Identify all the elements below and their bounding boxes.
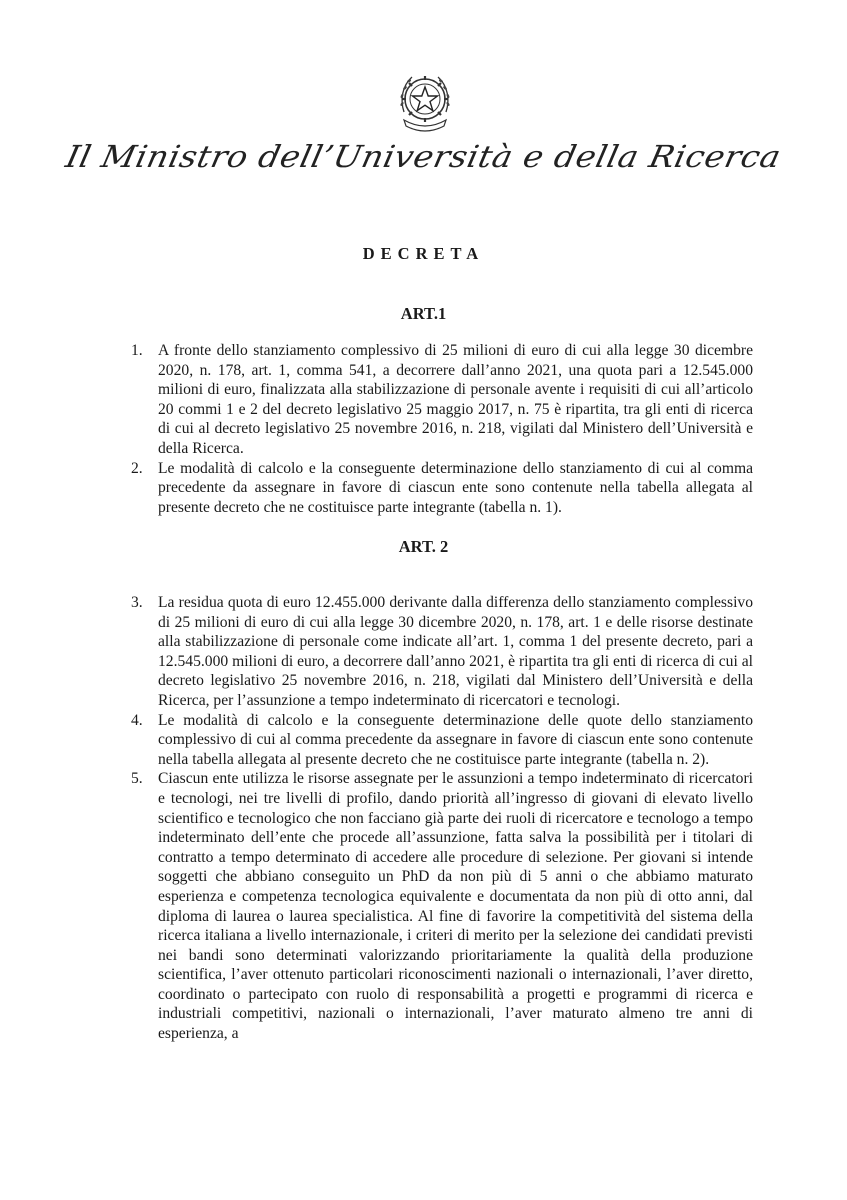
article-1-paragraphs <box>131 341 753 517</box>
paragraph-text: Le modalità di calcolo e la conseguente determinazione dello stanziamento di cui al comma precedente da assegnare in favore di ciascun ente sono contenute nella tabella allegata al presente decreto che ne costituisce parte integrante (tabella n. 1). <box>158 459 753 516</box>
paragraph-number: 3. <box>131 594 143 611</box>
paragraph-number: 5. <box>131 770 143 788</box>
ministry-title: Il Ministro dell’Università e della Ricerca <box>62 138 785 175</box>
paragraph-text: Le modalità di calcolo e la conseguente determinazione delle quote dello stanziamento complessivo di cui al comma precedente da assegnare in favore di ciascun ente sono contenute nella tabella allegata al presente decreto che ne costituisce parte integrante (tabella n. 2). <box>158 711 753 768</box>
paragraph-5 <box>131 769 753 1043</box>
paragraph-number: 1. <box>131 342 143 359</box>
article-2-paragraphs <box>131 593 753 1044</box>
article-1-title: ART.1 <box>400 304 447 323</box>
italian-republic-emblem-icon <box>394 70 456 136</box>
paragraph-2 <box>131 459 753 518</box>
paragraph-number: 4. <box>131 711 143 729</box>
paragraph-4 <box>131 711 753 770</box>
paragraph-text: A fronte dello stanziamento complessivo di 25 milioni di euro di cui alla legge 30 dicembre 2020, n. 178, art. 1, comma 541, a decorrere dall’anno 2021, una quota pari a 12.545.000 milioni di euro, finalizzata alla stabilizzazione di personale avente i requisiti di cui all’articolo 20 commi 1 e 2 del decreto legislativo 25 maggio 2017, n. 75 è ripartita, tra gli enti di ricerca di cui al decreto legislativo 25 novembre 2016, n. 218, vigilati dal Ministero dell’Università e della Ricerca. <box>158 342 753 457</box>
paragraph-number: 2. <box>131 459 143 477</box>
paragraph-text: Ciascun ente utilizza le risorse assegnate per le assunzioni a tempo indeterminato di ricercatori e tecnologi, nei tre livelli di profilo, dando priorità all’ingresso di giovani di elevato livello scientifico e tecnologico che non facciano già parte dei ruoli di ricercatore e tecnologo a tempo indeterminato dell’ente che procede all’assunzione, fatta salva la possibilità per i titolari di contratto a tempo determinato di accedere alle procedure di selezione. Per giovani si intende soggetti che abbiano conseguito un PhD da non più di 5 anni o che abbiamo maturato esperienza e competenza tecnologica equivalente e documentata da non più di otto anni, dal diploma di laurea o laurea specialistica. Al fine di favorire la competitività del sistema della ricerca italiana a livello internazionale, i criteri di merito per la selezione dei candidati previsti nei bandi sono determinati valorizzando prioritariamente la qualità della produzione scientifica, l’aver ottenuto particolari riconoscimenti nazionali o internazionali, l’aver diretto, coordinato o partecipato con ruolo di responsabilità a progetti e programmi di ricerca e industriali competitivi, nazionali o internazionali, l’aver maturato almeno tre anni di esperienza, a <box>158 770 753 1043</box>
decreta-heading: DECRETA <box>362 244 485 263</box>
paragraph-1 <box>131 341 753 459</box>
paragraph-text: La residua quota di euro 12.455.000 derivante dalla differenza dello stanziamento complessivo di 25 milioni di euro di cui alla legge 30 dicembre 2020, n. 178, art. 1 e delle risorse destinate alla stabilizzazione di personale come indicate all’art. 1, comma 1 del presente decreto, pari a 12.545.000 milioni di euro, a decorrere dall’anno 2021, è ripartita tra gli enti di ricerca di cui al decreto legislativo 25 novembre 2016, n. 218, vigilati dal Ministero dell’Università e della Ricerca, per l’assunzione a tempo indeterminato di ricercatori e tecnologi. <box>158 594 753 709</box>
paragraph-3 <box>131 593 753 711</box>
article-2-title: ART. 2 <box>398 537 449 556</box>
